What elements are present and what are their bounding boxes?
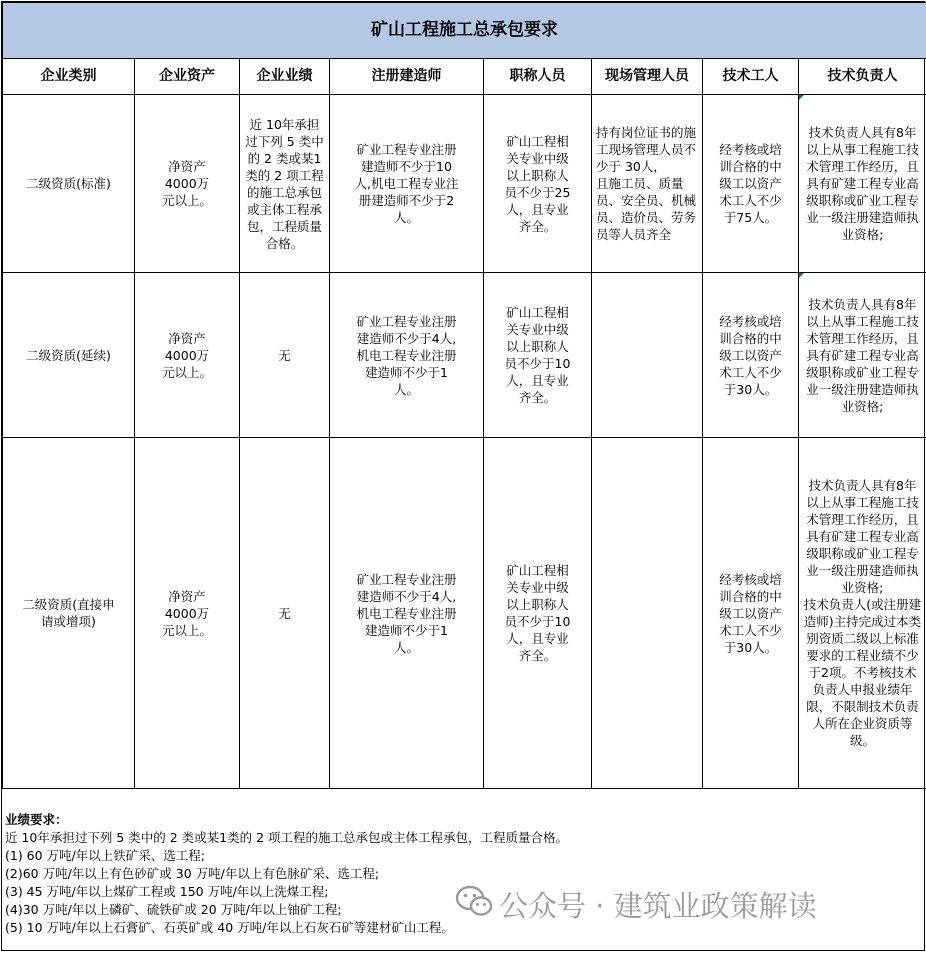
watermark-text: 公众号 · 建筑业政策解读 [499,889,817,923]
cell-tech-lead: 技术负责人具有8年以上从事工程施工技术管理工作经历，且具有矿建工程专业高级职称或矿业工程专业一级注册建造师执业资格; 技术负责人(或注册建造师)主持完成过本类别资质二级以上标准要求的工程业绩不少于2项。不考核技术负责人申报业绩年限，不限制技术负责人所在企业资质等级。 [799,438,926,789]
cell-titled-staff: 矿山工程相关专业中级以上职称人员不少于25人，且专业齐全。 [484,95,592,273]
performance-requirements [2,791,926,951]
wechat-icon [455,885,499,924]
cell-titled-staff: 矿山工程相关专业中级以上职称人员不少于10人，且专业齐全。 [484,438,592,789]
table-title: 矿山工程施工总承包要求 [3,3,926,59]
requirement-line: (2)60 万吨/年以上有色砂矿或 30 万吨/年以上有色脉矿采、选工程; [5,866,380,881]
header-site-managers: 现场管理人员 [592,59,703,95]
cell-technicians: 经考核或培训合格的中级工以资产术工人不少于75人。 [703,95,799,273]
cell-tech-lead: 技术负责人具有8年以上从事工程施工技术管理工作经历，且具有矿建工程专业高级职称或矿业工程专业一级注册建造师执业资格; [799,95,926,273]
header-row [3,59,926,95]
table-row [3,438,926,789]
requirement-line: (1) 60 万吨/年以上铁矿采、选工程; [5,848,205,863]
cell-category: 二级资质(直接申请或增项) [3,438,135,789]
header-performance: 企业业绩 [240,59,330,95]
cell-technicians: 经考核或培训合格的中级工以资产术工人不少于30人。 [703,273,799,438]
header-tech-lead: 技术负责人 [799,59,926,95]
cell-site-managers: 持有岗位证书的施工现场管理人员不少于 30人， 且施工员、质量员、安全员、机械员、造价员、劳务员等人员齐全 [592,95,703,273]
cell-category: 二级资质(标准) [3,95,135,273]
table-row [3,273,926,438]
requirement-line: (3) 45 万吨/年以上煤矿工程或 150 万吨/年以上洗煤工程; [5,884,329,899]
cell-builders: 矿业工程专业注册建造师不少于4人,机电工程专业注册建造师不少于1人。 [330,273,484,438]
cell-builders: 矿业工程专业注册建造师不少于10人,机电工程专业注册建造师不少于2人。 [330,95,484,273]
requirement-line: (5) 10 万吨/年以上石膏矿、石英矿或 40 万吨/年以上石灰石矿等建材矿山工程。 [5,920,454,935]
qualification-sheet [1,1,925,951]
requirement-line: 近 10年承担过下列 5 类中的 2 类或某1类的 2 项工程的施工总承包或主体工程承包，工程质量合格。 [5,830,569,845]
cell-site-managers [592,273,703,438]
requirement-line: (4)30 万吨/年以上磷矿、硫铁矿或 20 万吨/年以上铀矿工程; [5,902,342,917]
requirements-heading: 业绩要求： [5,812,68,827]
requirements-table [2,2,926,789]
cell-titled-staff: 矿山工程相关专业中级以上职称人员不少于10人，且专业齐全。 [484,273,592,438]
watermark [455,884,817,925]
cell-performance: 无 [240,438,330,789]
cell-tech-lead: 技术负责人具有8年以上从事工程施工技术管理工作经历，且具有矿建工程专业高级职称或矿业工程专业一级注册建造师执业资格; [799,273,926,438]
cell-assets: 净资产4000万元以上。 [135,438,240,789]
cell-technicians: 经考核或培训合格的中级工以资产术工人不少于30人。 [703,438,799,789]
cell-category: 二级资质(延续) [3,273,135,438]
header-technicians: 技术工人 [703,59,799,95]
cell-builders: 矿业工程专业注册建造师不少于4人,机电工程专业注册建造师不少于1人。 [330,438,484,789]
header-assets: 企业资产 [135,59,240,95]
table-row [3,95,926,273]
header-titled-staff: 职称人员 [484,59,592,95]
header-category: 企业类别 [3,59,135,95]
cell-assets: 净资产4000万元以上。 [135,273,240,438]
cell-assets: 净资产4000万元以上。 [135,95,240,273]
header-builders: 注册建造师 [330,59,484,95]
cell-site-managers [592,438,703,789]
cell-performance: 无 [240,273,330,438]
cell-performance: 近 10年承担过下列 5 类中的 2 类或某1类的 2 项工程的施工总承包或主体工程承包，工程质量合格。 [240,95,330,273]
